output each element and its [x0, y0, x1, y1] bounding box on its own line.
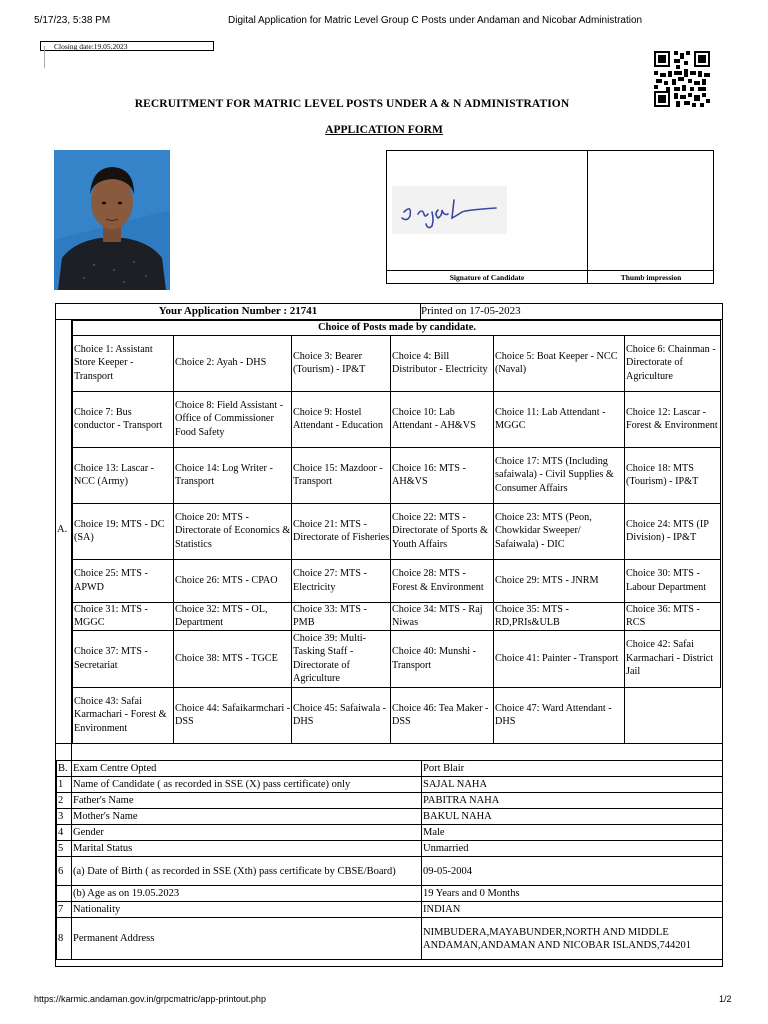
choice-cell: Choice 7: Bus conductor - Transport	[73, 391, 174, 447]
choice-cell: Choice 40: Munshi - Transport	[391, 630, 494, 687]
print-timestamp: 5/17/23, 5:38 PM	[34, 15, 111, 26]
divider	[44, 46, 48, 68]
choice-cell: Choice 36: MTS - RCS	[625, 602, 721, 630]
field-label: (b) Age as on 19.05.2023	[72, 886, 422, 902]
row-number: B.	[57, 761, 72, 777]
thumb-impression-label: Thumb impression	[620, 273, 682, 282]
divider	[56, 743, 722, 761]
field-label: Exam Centre Opted	[72, 761, 422, 777]
choice-cell: Choice 46: Tea Maker - DSS	[391, 687, 494, 743]
choice-cell: Choice 6: Chainman - Directorate of Agriculture	[625, 335, 721, 391]
choice-cell: Choice 8: Field Assistant - Office of Commissioner Food Safety	[174, 391, 292, 447]
page-title: RECRUITMENT FOR MATRIC LEVEL POSTS UNDER A & N ADMINISTRATION	[134, 98, 570, 110]
choice-cell: Choice 17: MTS (Including safaiwala) - Civil Supplies & Consumer Affairs	[494, 447, 625, 503]
choice-cell: Choice 33: MTS - PMB	[292, 602, 391, 630]
field-label: Name of Candidate ( as recorded in SSE (X) pass certificate) only	[72, 777, 422, 793]
choice-cell: Choice 37: MTS - Secretariat	[73, 630, 174, 687]
choice-cell: Choice 43: Safai Karmachari - Forest & Environment	[73, 687, 174, 743]
choice-cell: Choice 19: MTS - DC (SA)	[73, 503, 174, 559]
choice-cell: Choice 44: Safaikarmchari - DSS	[174, 687, 292, 743]
field-value: SAJAL NAHA	[422, 777, 723, 793]
row-number: 3	[57, 809, 72, 825]
qr-code	[654, 51, 710, 107]
choice-cell: Choice 41: Painter - Transport	[494, 630, 625, 687]
page-number: 1/2	[719, 994, 732, 1004]
row-number: 2	[57, 793, 72, 809]
choice-cell: Choice 22: MTS - Directorate of Sports & Youth Affairs	[391, 503, 494, 559]
field-value: Unmarried	[422, 841, 723, 857]
field-label: Nationality	[72, 902, 422, 918]
candidate-signature	[392, 186, 507, 234]
divider	[71, 743, 72, 760]
choice-cell: Choice 11: Lab Attendant - MGGC	[494, 391, 625, 447]
choice-cell: Choice 9: Hostel Attendant - Education	[292, 391, 391, 447]
details-table	[56, 760, 723, 960]
field-value: INDIAN	[422, 902, 723, 918]
choice-cell: Choice 42: Safai Karmachari - District Jail	[625, 630, 721, 687]
choice-cell: Choice 30: MTS - Labour Department	[625, 559, 721, 602]
choices-table	[72, 320, 721, 744]
closing-date: Closing date:19.05.2023	[40, 41, 214, 51]
choice-cell: Choice 23: MTS (Peon, Chowkidar Sweeper/ Safaiwala) - DIC	[494, 503, 625, 559]
choice-cell: Choice 35: MTS - RD,PRIs&ULB	[494, 602, 625, 630]
form-subtitle: APPLICATION FORM	[325, 124, 443, 136]
row-number: 1	[57, 777, 72, 793]
choice-cell: Choice 47: Ward Attendant - DHS	[494, 687, 625, 743]
field-value: Male	[422, 825, 723, 841]
choice-cell: Choice 14: Log Writer - Transport	[174, 447, 292, 503]
divider	[386, 270, 714, 271]
field-label: Gender	[72, 825, 422, 841]
footer-url: https://karmic.andaman.gov.in/grpcmatric/app-printout.php	[34, 994, 266, 1004]
section-a-marker	[56, 320, 72, 743]
choice-cell: Choice 24: MTS (IP Division) - IP&T	[625, 503, 721, 559]
choice-cell: Choice 27: MTS - Electricity	[292, 559, 391, 602]
field-label: Father's Name	[72, 793, 422, 809]
field-value: 09-05-2004	[422, 857, 723, 886]
row-number: 8	[57, 918, 72, 960]
field-value: PABITRA NAHA	[422, 793, 723, 809]
choice-cell: Choice 29: MTS - JNRM	[494, 559, 625, 602]
choice-cell: Choice 31: MTS - MGGC	[73, 602, 174, 630]
field-value: BAKUL NAHA	[422, 809, 723, 825]
choice-cell: Choice 5: Boat Keeper - NCC (Naval)	[494, 335, 625, 391]
field-value: Port Blair	[422, 761, 723, 777]
choice-cell: Choice 13: Lascar - NCC (Army)	[73, 447, 174, 503]
choice-cell: Choice 18: MTS (Tourism) - IP&T	[625, 447, 721, 503]
choice-cell: Choice 39: Multi-Tasking Staff - Directorate of Agriculture	[292, 630, 391, 687]
choice-cell: Choice 20: MTS - Directorate of Economics & Statistics	[174, 503, 292, 559]
choice-cell: Choice 21: MTS - Directorate of Fisheries	[292, 503, 391, 559]
choice-cell: Choice 26: MTS - CPAO	[174, 559, 292, 602]
print-page-title: Digital Application for Matric Level Group C Posts under Andaman and Nicobar Administration	[228, 15, 643, 26]
choice-cell: Choice 38: MTS - TGCE	[174, 630, 292, 687]
choice-cell: Choice 15: Mazdoor - Transport	[292, 447, 391, 503]
field-label: Marital Status	[72, 841, 422, 857]
choice-cell: Choice 28: MTS - Forest & Environment	[391, 559, 494, 602]
choice-cell: Choice 4: Bill Distributor - Electricity	[391, 335, 494, 391]
field-value: NIMBUDERA,MAYABUNDER,NORTH AND MIDDLE ANDAMAN,ANDAMAN AND NICOBAR ISLANDS,744201	[422, 918, 723, 960]
choice-cell: Choice 10: Lab Attendant - AH&VS	[391, 391, 494, 447]
field-label: Mother's Name	[72, 809, 422, 825]
row-number: 4	[57, 825, 72, 841]
section-a-label: A.	[57, 524, 68, 535]
field-label: Permanent Address	[72, 918, 422, 960]
application-number: Your Application Number : 21741	[56, 304, 421, 319]
divider	[587, 150, 588, 284]
choice-cell: Choice 45: Safaiwala - DHS	[292, 687, 391, 743]
field-value: 19 Years and 0 Months	[422, 886, 723, 902]
row-number: 5	[57, 841, 72, 857]
signature-label: Signature of Candidate	[449, 273, 525, 282]
row-number	[57, 886, 72, 902]
choice-cell: Choice 12: Lascar - Forest & Environment	[625, 391, 721, 447]
row-number: 7	[57, 902, 72, 918]
choices-heading: Choice of Posts made by candidate.	[73, 321, 721, 336]
row-number: 6	[57, 857, 72, 886]
choice-cell: Choice 1: Assistant Store Keeper - Transport	[73, 335, 174, 391]
printed-on: Printed on 17-05-2023	[421, 305, 521, 317]
choice-cell: Choice 3: Bearer (Tourism) - IP&T	[292, 335, 391, 391]
field-label: (a) Date of Birth ( as recorded in SSE (Xth) pass certificate by CBSE/Board)	[72, 857, 422, 886]
choice-cell: Choice 2: Ayah - DHS	[174, 335, 292, 391]
choice-cell: Choice 32: MTS - OL, Department	[174, 602, 292, 630]
choice-cell: Choice 25: MTS - APWD	[73, 559, 174, 602]
candidate-photo	[54, 150, 170, 290]
choice-cell: Choice 34: MTS - Raj Niwas	[391, 602, 494, 630]
choice-cell-empty	[625, 687, 721, 743]
choice-cell: Choice 16: MTS - AH&VS	[391, 447, 494, 503]
